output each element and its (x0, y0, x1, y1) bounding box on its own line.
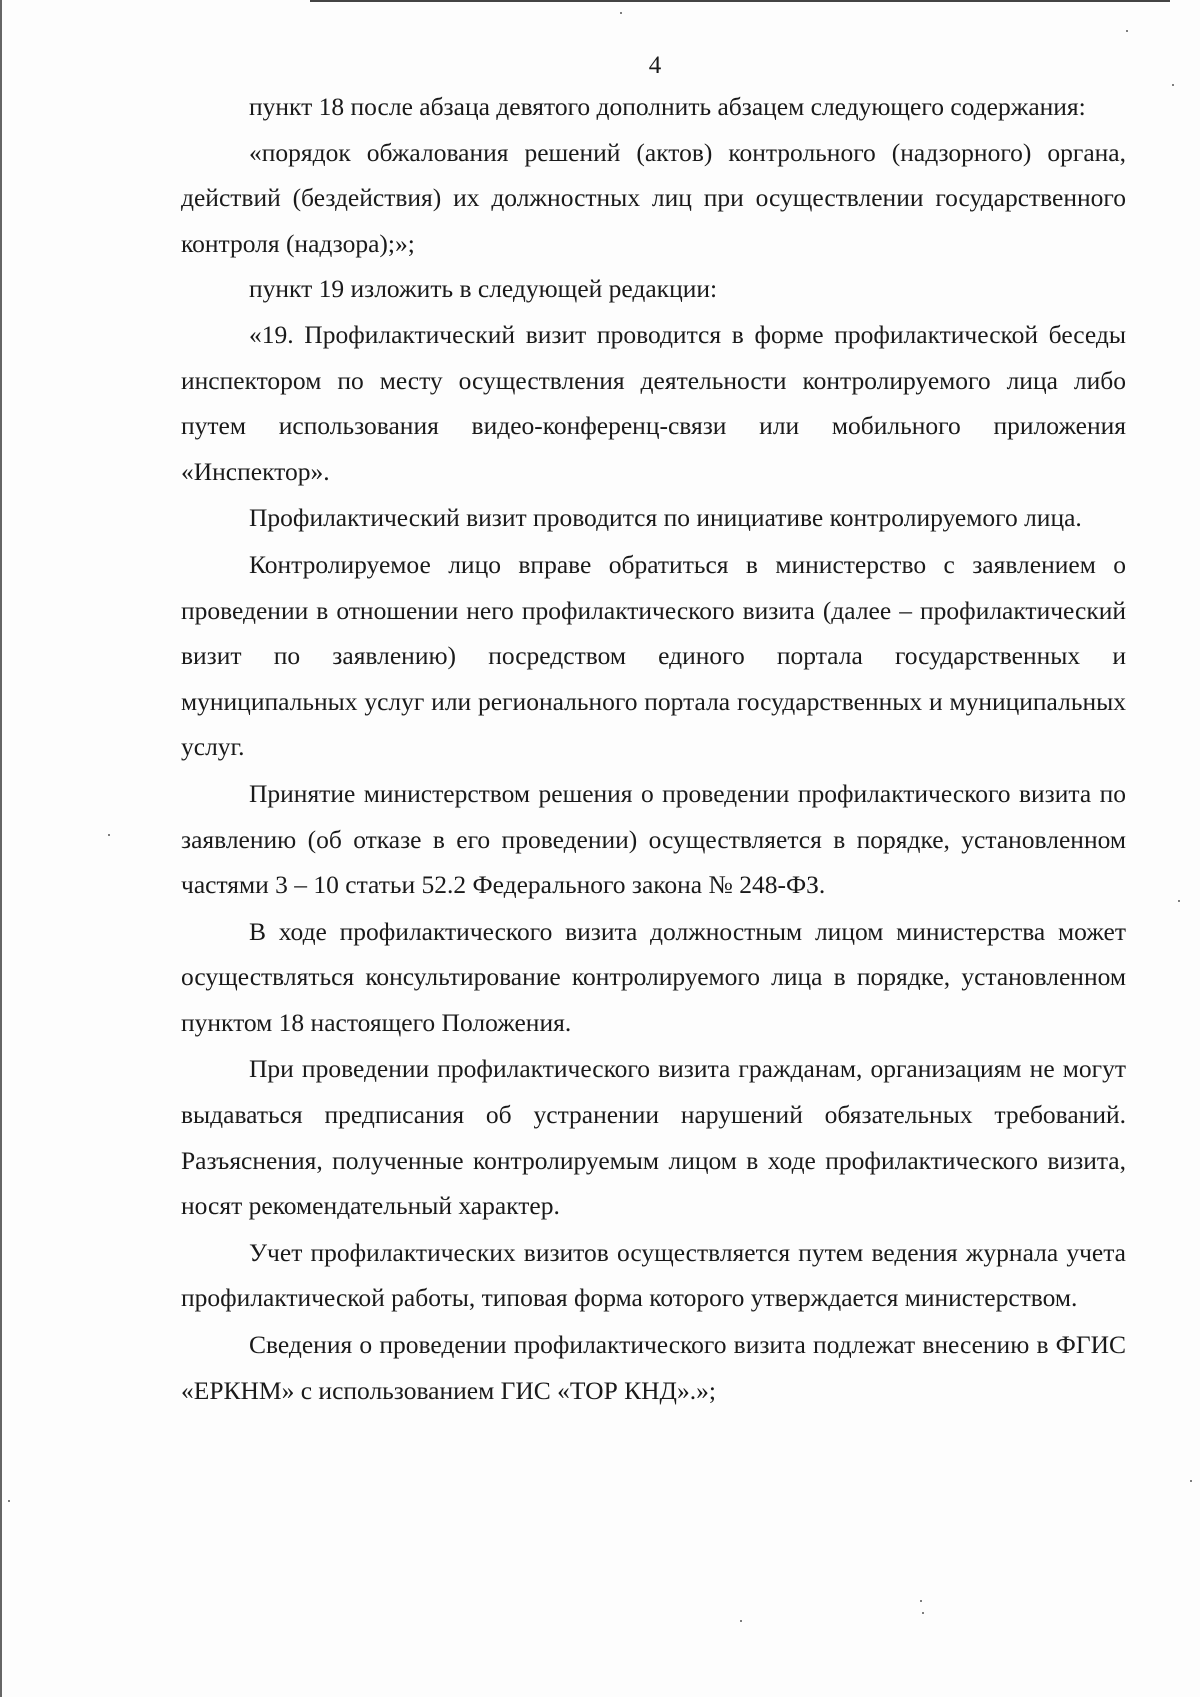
scan-speck (8, 1500, 10, 1502)
left-scan-edge (0, 0, 2, 1697)
scan-speck (620, 12, 622, 14)
paragraph-7: Принятие министерством решения о проведении профилактического визита по заявлению (об отказе в его проведении) осуществляется в порядке, установленном частями 3 – 10 статьи 52.2 Федерального закона № 248-ФЗ. (181, 778, 1126, 900)
paragraph-10: Учет профилактических визитов осуществляется путем ведения журнала учета профилактической работы, типовая форма которого утверждается министерством. (181, 1237, 1126, 1313)
paragraph-11: Сведения о проведении профилактического визита подлежат внесению в ФГИС «ЕРКНМ» с использованием ГИС «ТОР КНД».»; (181, 1330, 1126, 1405)
paragraph-9: При проведении профилактического визита гражданам, организациям не могут выдаваться предписания об устранении нарушений обязательных требований. Разъяснения, полученные контролируемым лицом в ходе профилактического визита, носят рекомендательный характер. (181, 1054, 1126, 1221)
scan-speck (1190, 1480, 1192, 1482)
paragraph-1: пункт 18 после абзаца девятого дополнить абзацем следующего содержания: (249, 92, 1086, 121)
page-number: 4 (648, 52, 662, 79)
scan-speck (1172, 84, 1174, 86)
scan-speck (740, 1620, 742, 1622)
top-border-line (310, 0, 1170, 2)
scan-speck (1178, 900, 1180, 902)
scan-speck (920, 1600, 922, 1602)
scan-speck (922, 1612, 924, 1614)
paragraph-4: «19. Профилактический визит проводится в форме профилактической беседы инспектором по месту осуществления деятельности контролируемого лица либо путем использования видео-конференц-связи или мобильного приложения «Инспектор». (181, 319, 1126, 486)
scan-speck (108, 834, 110, 836)
paragraph-6: Контролируемое лицо вправе обратиться в министерство с заявлением о проведении в отношении него профилактического визита (далее – профилактический визит по заявлению) посредством единого портала государственных и муниципальных услуг или регионального портала государственных и муниципальных услуг. (181, 549, 1126, 762)
paragraph-5: Профилактический визит проводится по инициативе контролируемого лица. (249, 503, 1082, 533)
scan-speck (1126, 30, 1128, 32)
paragraph-3: пункт 19 изложить в следующей редакции: (249, 274, 718, 304)
paragraph-2: «порядок обжалования решений (актов) контрольного (надзорного) органа, действий (бездействия) их должностных лиц при осуществлении государственного контроля (надзора);»; (181, 137, 1126, 258)
document-body (181, 84, 1126, 1413)
paragraph-8: В ходе профилактического визита должностным лицом министерства может осуществляться консультирование контролируемого лица в порядке, установленном пунктом 18 настоящего Положения. (181, 916, 1126, 1037)
